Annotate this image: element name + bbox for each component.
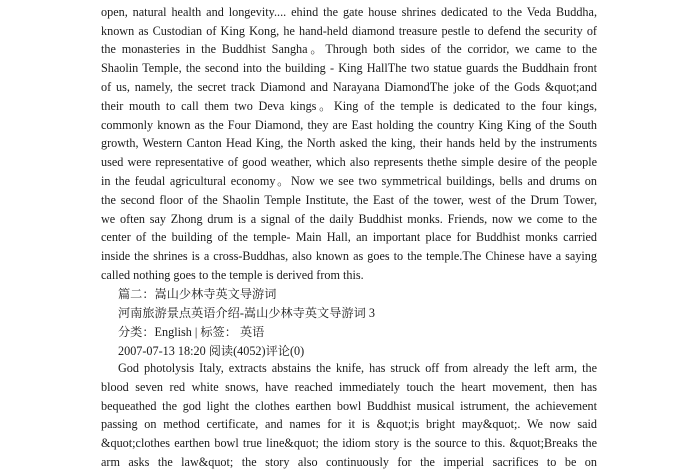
paragraph-shaolin-tour	[101, 0, 597, 285]
text-line: God photolysis Italy, extracts abstains the knife, has struck off from already the left arm, the	[118, 361, 597, 375]
text-line: open, natural health and longevity.... ehind the gate house shrines dedicated to the Veda Buddha,	[101, 4, 597, 19]
paragraph-legend	[101, 359, 597, 470]
text-line: growth, Western Canton Head King, the North asked the king, their hands held by the instruments	[101, 136, 597, 151]
sub-heading: 河南旅游景点英语介绍-嵩山少林寺英文导游词 3	[118, 306, 375, 320]
date-line: 2007-07-13 18:20 阅读(4052)评论(0)	[118, 344, 305, 358]
category-line: 分类：English | 标签： 英语	[118, 325, 265, 339]
text-line: commonly known as the Four Diamond, they are East holding the country King King of the South	[101, 117, 597, 132]
text-line: the second floor of the Shaolin Temple Institute, the East of the tower, west of the Drum Tower,	[101, 192, 597, 207]
text-line: the monasteries in the Buddhist Sangha。Through both sides of the corridor, we came to the	[101, 42, 597, 57]
text-line: we often say Zhong drum is a signal of the daily Buddhist monks. Friends, now we come to the	[101, 211, 597, 226]
text-line: their mouth to call them two Deva kings。King of the temple is dedicated to the four kings,	[101, 98, 597, 113]
text-line: in the feudal agricultural economy。Now we see two symmetrical buildings, bells and drums on	[101, 173, 597, 188]
text-line: of us, namely, the secret track Diamond and Narayana DiamondThe joke of the Gods &quot;and	[101, 79, 597, 94]
text-line: inside the shrines is a cross-Buddhas, also known as goes to the temple.The Chinese have a saying	[101, 249, 597, 264]
text-line: blood seven red white snows, have reached immediately touch the heart movement, then has	[101, 379, 597, 394]
text-line: center of the building of the temple- Main Hall, an important place for Buddhist monks carried	[101, 230, 597, 245]
text-line: passing on method certificate, and names for it is &quot;is bright may&quot;. We now said	[101, 417, 597, 432]
text-line: &quot;clothes earthen bowl true line&quot; the idiom story is the source to this. &quot;Breaks the	[101, 436, 597, 451]
text-line: known as Custodian of King Kong, he hand-held diamond treasure pestle to defend the security of	[101, 23, 597, 38]
section-heading: 篇二：嵩山少林寺英文导游词	[118, 287, 277, 301]
text-line: Shaolin Temple, the second into the building - King HallThe two statue guards the Buddhain front	[101, 61, 597, 76]
text-line: bequeathed the god light the clothes earthen bowl Buddhist musical istrument, the achievement	[101, 398, 597, 413]
text-line: used were representative of good weather, which also represents thethe simple desire of the people	[101, 155, 597, 170]
text-line: arm asks the law&quot; the story also continuously for the imperial sacrifices to be on	[101, 454, 597, 469]
text-line: called nothing goes to the temple is derived from this.	[101, 267, 364, 282]
